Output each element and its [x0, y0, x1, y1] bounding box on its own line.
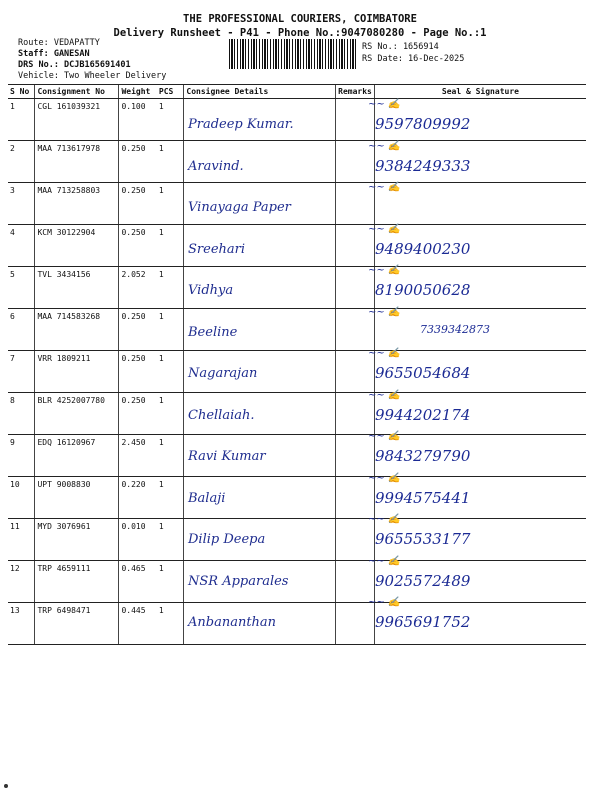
- cell-pcs: 1: [157, 309, 184, 351]
- cell-weight: 0.220: [119, 477, 157, 519]
- cell-pcs: 1: [157, 477, 184, 519]
- table-row: [8, 99, 586, 141]
- cell-remarks: [336, 603, 375, 645]
- cell-weight: 0.465: [119, 561, 157, 603]
- cell-consignment-no: UPT 9008830: [35, 477, 119, 519]
- cell-sno: 1: [8, 99, 35, 141]
- signature-scribble: ~~ ✍: [368, 348, 401, 359]
- cell-sno: 9: [8, 435, 35, 477]
- cell-consignment-no: MYD 3076961: [35, 519, 119, 561]
- cell-weight: 0.445: [119, 603, 157, 645]
- signature-scribble: ~~ ✍: [368, 389, 401, 401]
- table-row: [8, 351, 586, 393]
- cell-weight: 0.250: [119, 183, 157, 225]
- signature-scribble: ~~ ✍: [368, 99, 401, 110]
- handwritten-phone-number: 9655054684: [375, 364, 471, 382]
- signature-scribble: ~~ ✍: [368, 472, 401, 484]
- handwritten-phone-number: 9944202174: [375, 405, 471, 424]
- col-consignment: Consignment No: [35, 85, 119, 99]
- cell-sno: 11: [8, 519, 35, 561]
- handwritten-consignee-name: Pradeep Kumar.: [188, 117, 294, 132]
- signature-scribble: ~~ ✍: [368, 306, 401, 318]
- cell-consignment-no: TRP 6498471: [35, 603, 119, 645]
- col-remarks: Remarks: [336, 85, 375, 99]
- cell-sno: 6: [8, 309, 35, 351]
- handwritten-consignee-name: Dilip Deepa: [188, 532, 266, 547]
- cell-sno: 2: [8, 141, 35, 183]
- cell-weight: 0.250: [119, 393, 157, 435]
- signature-scribble: ~~ ✍: [368, 223, 401, 235]
- cell-pcs: 1: [157, 393, 184, 435]
- signature-scribble: ~~ ✍: [368, 597, 401, 608]
- table-row: [8, 141, 586, 183]
- handwritten-consignee-name: Nagarajan: [188, 366, 258, 381]
- cell-weight: 2.450: [119, 435, 157, 477]
- signature-scribble: ~~ ✍: [368, 265, 401, 276]
- handwritten-consignee-name: NSR Apparales: [188, 573, 289, 589]
- handwritten-consignee-name: Balaji: [188, 490, 226, 506]
- cell-pcs: 1: [157, 435, 184, 477]
- cell-pcs: 1: [157, 519, 184, 561]
- cell-sno: 10: [8, 477, 35, 519]
- cell-weight: 0.250: [119, 225, 157, 267]
- col-consignee: Consignee Details: [184, 85, 336, 99]
- handwritten-consignee-name: Ravi Kumar: [188, 449, 266, 464]
- cell-consignment-no: TRP 4659111: [35, 561, 119, 603]
- cell-weight: 2.052: [119, 267, 157, 309]
- runsheet-table: [8, 84, 586, 645]
- handwritten-consignee-name: Vinayaga Paper: [188, 200, 291, 215]
- handwritten-phone-number: 7339342873: [420, 322, 490, 336]
- cell-consignment-no: CGL 161039321: [35, 99, 119, 141]
- route-label: Route: VEDAPATTY: [18, 38, 100, 48]
- cell-sno: 5: [8, 267, 35, 309]
- cell-sno: 13: [8, 603, 35, 645]
- cell-sno: 12: [8, 561, 35, 603]
- signature-scribble: ~~ ✍: [368, 140, 401, 152]
- col-signature: Seal & Signature: [374, 85, 586, 99]
- company-title: THE PROFESSIONAL COURIERS, COIMBATORE: [183, 13, 417, 25]
- handwritten-consignee-name: Vidhya: [188, 283, 234, 298]
- barcode-image: [229, 39, 357, 69]
- cell-consignment-no: MAA 713258803: [35, 183, 119, 225]
- scan-dot: [4, 784, 8, 788]
- cell-weight: 0.250: [119, 351, 157, 393]
- signature-scribble: ~~ ✍: [368, 431, 401, 442]
- signature-scribble: ~~ ✍: [368, 514, 401, 525]
- col-weight: Weight: [119, 85, 157, 99]
- cell-pcs: 1: [157, 183, 184, 225]
- handwritten-consignee-name: Sreehari: [188, 241, 246, 257]
- cell-pcs: 1: [157, 561, 184, 603]
- cell-consignment-no: VRR 1809211: [35, 351, 119, 393]
- staff-label: Staff: GANESAN: [18, 49, 90, 59]
- table-row: [8, 519, 586, 561]
- cell-pcs: 1: [157, 603, 184, 645]
- handwritten-phone-number: 9965691752: [375, 613, 471, 631]
- cell-consignment-no: MAA 713617978: [35, 141, 119, 183]
- handwritten-phone-number: 8190050628: [375, 281, 471, 299]
- cell-sno: 7: [8, 351, 35, 393]
- signature-scribble: ~~ ✍: [368, 182, 401, 193]
- handwritten-phone-number: 9994575441: [375, 488, 471, 507]
- rs-date: RS Date: 16-Dec-2025: [362, 54, 465, 64]
- cell-consignment-no: MAA 714583268: [35, 309, 119, 351]
- cell-weight: 0.250: [119, 309, 157, 351]
- handwritten-consignee-name: Aravind.: [188, 158, 244, 174]
- drs-label: DRS No.: DCJB165691401: [18, 60, 131, 70]
- cell-consignment-no: BLR 4252007780: [35, 393, 119, 435]
- cell-weight: 0.250: [119, 141, 157, 183]
- table-row: [8, 393, 586, 435]
- runsheet-subtitle: Delivery Runsheet - P41 - Phone No.:9047080280 - Page No.:1: [113, 27, 487, 39]
- cell-sno: 3: [8, 183, 35, 225]
- cell-pcs: 1: [157, 225, 184, 267]
- handwritten-phone-number: 9843279790: [375, 447, 471, 465]
- handwritten-phone-number: 9489400230: [375, 239, 471, 258]
- table-row: [8, 267, 586, 309]
- handwritten-phone-number: 9655533177: [375, 530, 471, 548]
- table-row: [8, 477, 586, 519]
- rs-number: RS No.: 1656914: [362, 42, 439, 52]
- vehicle-label: Vehicle: Two Wheeler Delivery: [18, 71, 167, 81]
- handwritten-consignee-name: Chellaiah.: [188, 407, 255, 423]
- handwritten-phone-number: 9597809992: [375, 115, 471, 133]
- cell-signature: [374, 183, 586, 225]
- cell-pcs: 1: [157, 99, 184, 141]
- table-row: [8, 225, 586, 267]
- cell-consignment-no: KCM 30122904: [35, 225, 119, 267]
- cell-weight: 0.010: [119, 519, 157, 561]
- table-row: [8, 183, 586, 225]
- handwritten-consignee-name: Anbananthan: [188, 615, 277, 630]
- table-row: [8, 435, 586, 477]
- table-row: [8, 561, 586, 603]
- signature-scribble: ~~ ✍: [368, 555, 401, 567]
- handwritten-consignee-name: Beeline: [188, 324, 238, 340]
- table-header-row: [8, 85, 586, 99]
- cell-pcs: 1: [157, 267, 184, 309]
- cell-sno: 4: [8, 225, 35, 267]
- table-row: [8, 309, 586, 351]
- handwritten-phone-number: 9025572489: [375, 571, 471, 590]
- cell-sno: 8: [8, 393, 35, 435]
- cell-pcs: 1: [157, 351, 184, 393]
- cell-consignment-no: EDQ 16120967: [35, 435, 119, 477]
- table-row: [8, 603, 586, 645]
- handwritten-phone-number: 9384249333: [375, 156, 471, 175]
- col-pcs: PCS: [157, 85, 184, 99]
- col-sno: S No: [8, 85, 35, 99]
- cell-pcs: 1: [157, 141, 184, 183]
- cell-weight: 0.100: [119, 99, 157, 141]
- cell-consignment-no: TVL 3434156: [35, 267, 119, 309]
